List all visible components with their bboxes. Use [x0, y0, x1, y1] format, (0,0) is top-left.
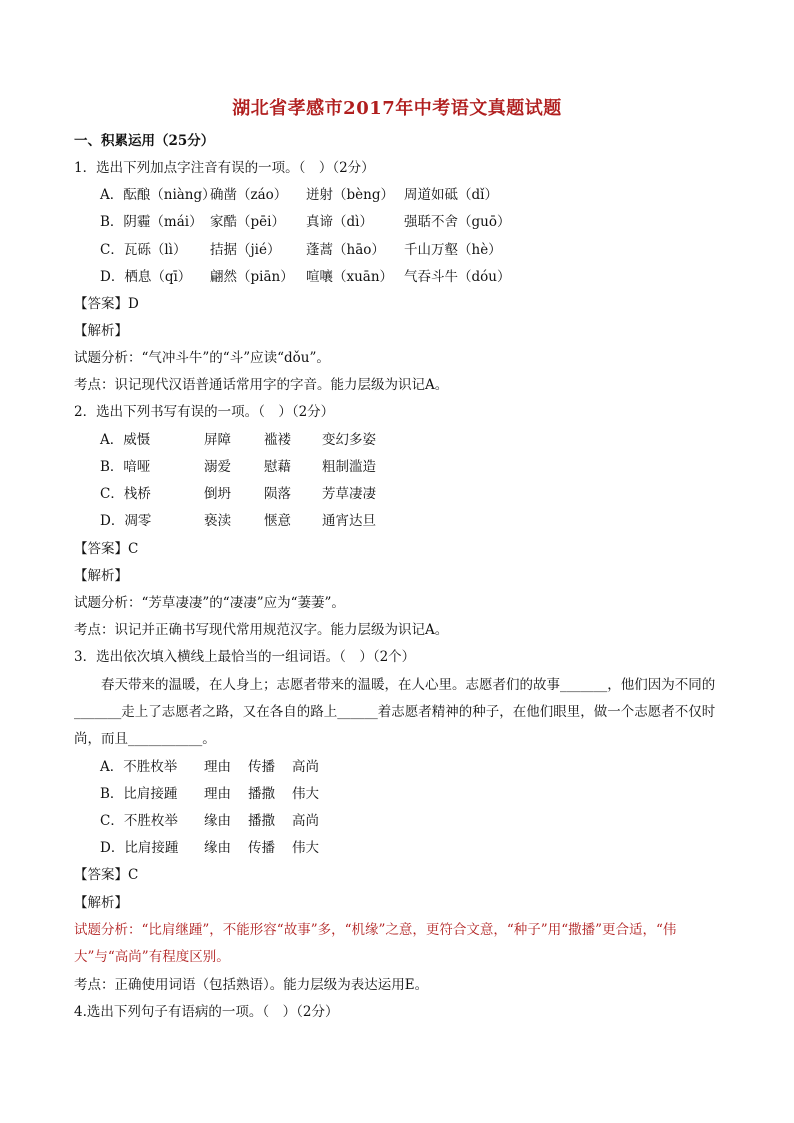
- question-3-analysis: 试题分析：“比肩继踵”，不能形容“故事”多，“机缘”之意，更符合文意，“种子”用“撒播”更合适，“伟大”与“高尚”有程度区别。: [74, 922, 677, 965]
- option-term: 屏障: [204, 432, 231, 448]
- option-term: 蓬蒿（hāo）: [306, 242, 385, 258]
- question-1-stem: 1．选出下列加点字注音有误的一项。（ ）（2分）: [74, 160, 375, 176]
- option-term: 倒坍: [204, 486, 231, 502]
- question-2-option-d: [100, 512, 376, 530]
- question-1-option-b: [100, 213, 510, 231]
- option-term: B．比肩接踵: [100, 786, 178, 802]
- question-2-option-a: [100, 431, 376, 449]
- option-term: 周道如砥（dǐ）: [404, 187, 498, 203]
- option-term: D．凋零: [100, 513, 152, 529]
- question-3-point: 考点：正确使用词语（包括熟语）。能力层级为表达运用E。: [74, 977, 429, 993]
- question-3-option-c: [100, 812, 319, 830]
- option-term: C．栈桥: [100, 486, 151, 502]
- question-3-option-b: [100, 785, 319, 803]
- option-term: 伟大: [292, 786, 319, 802]
- option-term: 高尚: [292, 813, 319, 829]
- question-3-passage: 春天带来的温暖，在人身上；志愿者带来的温暖，在人心里。志愿者们的故事_______，他们因为不同的_______走上了志愿者之路，又在各自的路上______着志愿者精神的种子，在他们眼里，做一个志愿者不仅时尚，而且___________。: [74, 677, 716, 747]
- option-term: A．不胜枚举: [100, 759, 178, 775]
- option-term: 播撒: [248, 786, 275, 802]
- option-term: 变幻多姿: [322, 432, 376, 448]
- question-2-analysis: 试题分析：“芳草凄凄”的“凄凄”应为“萋萋”。: [74, 595, 345, 611]
- option-term: 千山万壑（hè）: [404, 242, 502, 258]
- question-3-stem: 3．选出依次填入横线上最恰当的一组词语。（ ）（2个）: [74, 649, 416, 665]
- option-term: 喧嚷（xuān）: [306, 269, 394, 285]
- option-term: 芳草凄凄: [322, 486, 376, 502]
- question-2-point: 考点：识记并正确书写现代常用规范汉字。能力层级为识记A。: [74, 622, 449, 638]
- question-3-option-d: [100, 839, 319, 857]
- option-term: 理由: [204, 786, 231, 802]
- option-term: 慰藉: [264, 459, 291, 475]
- question-2-option-b: [100, 458, 376, 476]
- option-term: 伟大: [292, 840, 319, 856]
- option-term: 真谛（dì）: [306, 214, 373, 230]
- option-term: D．比肩接踵: [100, 840, 179, 856]
- option-term: A．酝酿（niàng）: [100, 187, 216, 203]
- question-3-answer: 【答案】C: [74, 867, 139, 883]
- option-term: 强聒不舍（guō）: [404, 214, 511, 230]
- question-1-option-c: [100, 241, 502, 259]
- question-3-analysis-label: 【解析】: [74, 895, 128, 911]
- option-term: 高尚: [292, 759, 319, 775]
- option-term: D．栖息（qī）: [100, 269, 192, 285]
- option-term: B．阴霾（mái）: [100, 214, 203, 230]
- question-4-stem: 4.选出下列句子有语病的一项。（ ）（2分）: [74, 1004, 339, 1020]
- option-term: C．不胜枚举: [100, 813, 178, 829]
- question-1-answer: 【答案】D: [74, 296, 139, 312]
- section-heading: 一、积累运用（25分）: [74, 133, 215, 149]
- option-term: A．威慑: [100, 432, 151, 448]
- option-term: 通宵达旦: [322, 513, 376, 529]
- option-term: 传播: [248, 759, 275, 775]
- question-2-option-c: [100, 485, 376, 503]
- option-term: 家酷（pēi）: [210, 214, 285, 230]
- question-1-point: 考点：识记现代汉语普通话常用字的字音。能力层级为识记A。: [74, 377, 449, 393]
- option-term: 粗制滥造: [322, 459, 376, 475]
- question-3-option-a: [100, 758, 319, 776]
- question-1-analysis: 试题分析：“气冲斗牛”的“斗”应读“dǒu”。: [74, 350, 330, 366]
- option-term: 翩然（piān）: [210, 269, 294, 285]
- option-term: 褴褛: [264, 432, 291, 448]
- option-term: 气吞斗牛（dóu）: [404, 269, 511, 285]
- option-term: 溺爱: [204, 459, 231, 475]
- option-term: 缘由: [204, 813, 231, 829]
- option-term: 迸射（bèng）: [306, 187, 394, 203]
- question-1-analysis-label: 【解析】: [74, 323, 128, 339]
- option-term: 确凿（záo）: [210, 187, 288, 203]
- question-2-answer: 【答案】C: [74, 541, 139, 557]
- page-title: 湖北省孝感市2017年中考语文真题试题: [232, 98, 562, 119]
- question-2-analysis-label: 【解析】: [74, 568, 128, 584]
- option-term: 缘由: [204, 840, 231, 856]
- option-term: 亵渎: [204, 513, 231, 529]
- option-term: B．喑哑: [100, 459, 151, 475]
- option-term: 陨落: [264, 486, 291, 502]
- option-term: 理由: [204, 759, 231, 775]
- option-term: 惬意: [264, 513, 291, 529]
- option-term: 播撒: [248, 813, 275, 829]
- question-1-option-a: [100, 186, 498, 204]
- option-term: 传播: [248, 840, 275, 856]
- option-term: 拮据（jié）: [210, 242, 281, 258]
- question-1-option-d: [100, 268, 510, 286]
- question-2-stem: 2．选出下列书写有误的一项。（ ）（2分）: [74, 404, 335, 420]
- option-term: C．瓦砾（lì）: [100, 242, 187, 258]
